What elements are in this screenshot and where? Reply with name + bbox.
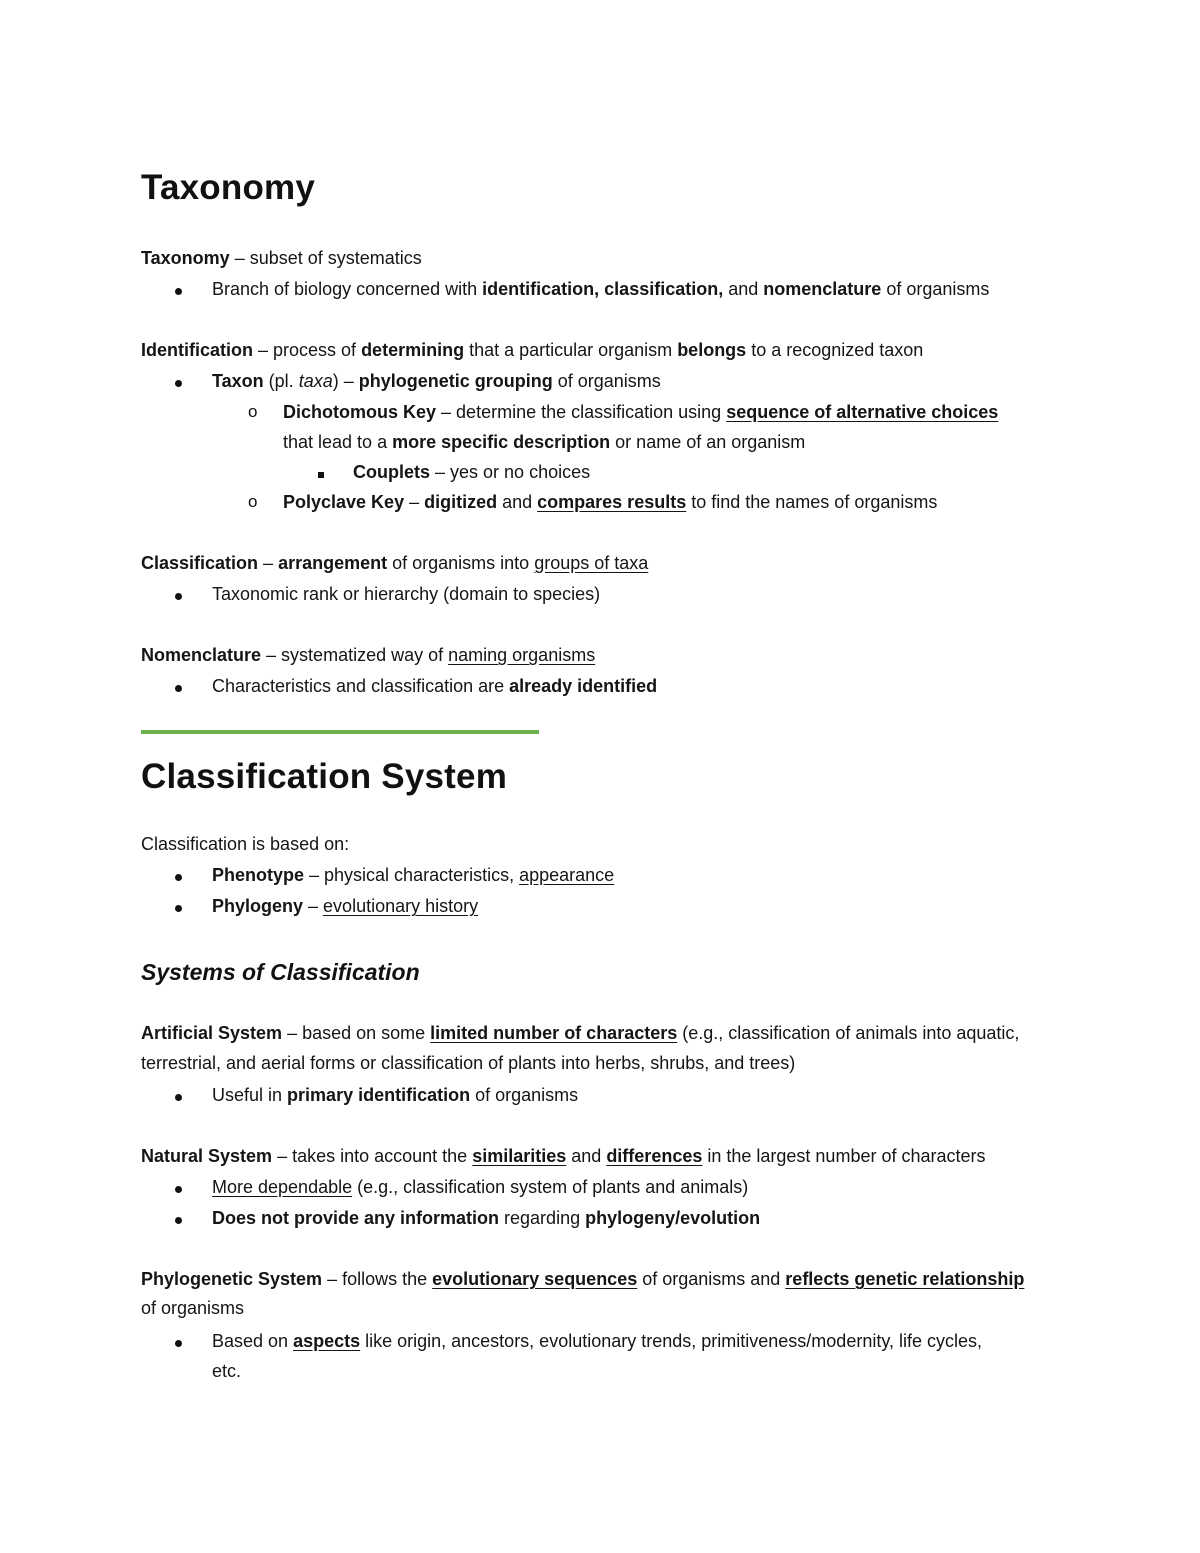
dichotomous-key-line-2 bbox=[283, 427, 805, 457]
text: – process of bbox=[253, 340, 362, 360]
underlined-text: limited number of characters bbox=[430, 1023, 678, 1043]
text: in the largest number of characters bbox=[702, 1146, 986, 1166]
term-taxonomy: Taxonomy bbox=[141, 248, 230, 268]
bullet-icon bbox=[175, 1326, 182, 1356]
heading-taxonomy: Taxonomy bbox=[141, 168, 316, 207]
square-bullet-icon bbox=[318, 457, 324, 487]
bullet-icon bbox=[175, 579, 182, 609]
text: ) – bbox=[332, 371, 359, 391]
underlined-text: groups of taxa bbox=[534, 553, 649, 573]
bold-text: already identified bbox=[509, 676, 658, 696]
artificial-system-line-2: terrestrial, and aerial forms or classification of plants into herbs, shrubs, and trees) bbox=[141, 1053, 796, 1073]
term-phenotype: Phenotype bbox=[212, 865, 305, 885]
term-taxon: Taxon bbox=[212, 371, 264, 391]
term-identification: Identification bbox=[141, 340, 253, 360]
text: and bbox=[497, 492, 538, 512]
section-divider bbox=[141, 730, 539, 734]
underlined-text: compares results bbox=[537, 492, 687, 512]
natural-system-definition bbox=[141, 1141, 986, 1171]
term-classification: Classification bbox=[141, 553, 259, 573]
artificial-bullet-1 bbox=[212, 1080, 578, 1110]
circle-bullet-icon: o bbox=[248, 492, 258, 511]
text: – yes or no choices bbox=[430, 462, 591, 482]
phenotype-bullet bbox=[212, 860, 614, 890]
underlined-text: appearance bbox=[519, 865, 615, 885]
underlined-text: More dependable bbox=[212, 1177, 353, 1197]
bullet-icon bbox=[175, 366, 182, 396]
nomenclature-definition bbox=[141, 640, 595, 670]
text: that lead to a bbox=[283, 432, 393, 452]
text: of organisms bbox=[552, 371, 661, 391]
text: – bbox=[258, 553, 279, 573]
taxonomy-bullet-1 bbox=[212, 274, 989, 304]
natural-bullet-1 bbox=[212, 1172, 748, 1202]
phylogenetic-system-line-2: of organisms bbox=[141, 1298, 245, 1318]
def-text: – subset of systematics bbox=[229, 248, 422, 268]
text: – systematized way of bbox=[261, 645, 449, 665]
bold-text: more specific description bbox=[392, 432, 611, 452]
classification-definition bbox=[141, 548, 648, 578]
phylogenetic-system-line-1 bbox=[141, 1264, 1024, 1294]
phylogeny-bullet bbox=[212, 891, 478, 921]
text: and bbox=[566, 1146, 607, 1166]
text: (pl. bbox=[263, 371, 299, 391]
text: and bbox=[723, 279, 764, 299]
text: that a particular organism bbox=[464, 340, 678, 360]
term-phylogeny: Phylogeny bbox=[212, 896, 304, 916]
text: – based on some bbox=[282, 1023, 431, 1043]
text: regarding bbox=[499, 1208, 586, 1228]
term-nomenclature: Nomenclature bbox=[141, 645, 262, 665]
taxon-bullet bbox=[212, 366, 661, 396]
heading-classification-system: Classification System bbox=[141, 757, 508, 796]
italic-text: taxa bbox=[298, 371, 333, 391]
text: (e.g., classification system of plants and animals) bbox=[352, 1177, 749, 1197]
text: of organisms and bbox=[637, 1269, 786, 1289]
text: (e.g., classification of animals into aquatic, bbox=[677, 1023, 1020, 1043]
bold-text: digitized bbox=[424, 492, 498, 512]
text: – bbox=[303, 896, 324, 916]
artificial-system-line-1 bbox=[141, 1018, 1019, 1048]
bold-text: belongs bbox=[677, 340, 747, 360]
circle-bullet-icon: o bbox=[248, 402, 258, 421]
text: Characteristics and classification are bbox=[212, 676, 510, 696]
phylogenetic-bullet-line-1 bbox=[212, 1326, 982, 1356]
taxonomy-definition bbox=[141, 243, 422, 273]
term-couplets: Couplets bbox=[353, 462, 431, 482]
bullet-icon bbox=[175, 1080, 182, 1110]
text: – determine the classification using bbox=[436, 402, 727, 422]
text: Based on bbox=[212, 1331, 294, 1351]
natural-bullet-2 bbox=[212, 1203, 760, 1233]
bullet-icon bbox=[175, 860, 182, 890]
underlined-text: evolutionary sequences bbox=[432, 1269, 638, 1289]
text: – follows the bbox=[322, 1269, 433, 1289]
underlined-text: similarities bbox=[472, 1146, 567, 1166]
bullet-icon bbox=[175, 274, 182, 304]
bold-text: phylogenetic grouping bbox=[358, 371, 553, 391]
bold-text: determining bbox=[361, 340, 465, 360]
underlined-text: aspects bbox=[293, 1331, 361, 1351]
phylogenetic-bullet-line-2: etc. bbox=[212, 1361, 242, 1381]
text: of organisms bbox=[470, 1085, 579, 1105]
text: like origin, ancestors, evolutionary trends, primitiveness/modernity, life cycles, bbox=[360, 1331, 983, 1351]
dichotomous-key-line-1 bbox=[283, 397, 998, 427]
classification-bullet-1: Taxonomic rank or hierarchy (domain to species) bbox=[212, 584, 601, 604]
text: of organisms bbox=[881, 279, 990, 299]
bullet-icon bbox=[175, 1203, 182, 1233]
term-phylogenetic-system: Phylogenetic System bbox=[141, 1269, 323, 1289]
term-dichotomous-key: Dichotomous Key bbox=[283, 402, 437, 422]
underlined-text: differences bbox=[606, 1146, 703, 1166]
underlined-text: evolutionary history bbox=[323, 896, 479, 916]
bold-text: nomenclature bbox=[763, 279, 882, 299]
classification-intro: Classification is based on: bbox=[141, 834, 350, 854]
term-artificial-system: Artificial System bbox=[141, 1023, 283, 1043]
bold-text: Does not provide any information bbox=[212, 1208, 500, 1228]
bullet-icon bbox=[175, 671, 182, 701]
text: or name of an organism bbox=[610, 432, 806, 452]
polyclave-key-bullet bbox=[283, 487, 937, 517]
text: to find the names of organisms bbox=[686, 492, 938, 512]
term-natural-system: Natural System bbox=[141, 1146, 273, 1166]
bold-text: identification, classification, bbox=[482, 279, 724, 299]
nomenclature-bullet-1 bbox=[212, 671, 657, 701]
term-polyclave-key: Polyclave Key bbox=[283, 492, 405, 512]
heading-systems-of-classification: Systems of Classification bbox=[141, 959, 420, 985]
text: – physical characteristics, bbox=[304, 865, 520, 885]
underlined-text: reflects genetic relationship bbox=[785, 1269, 1025, 1289]
text: – bbox=[404, 492, 425, 512]
text: Useful in bbox=[212, 1085, 288, 1105]
bold-text: primary identification bbox=[287, 1085, 471, 1105]
bold-text: arrangement bbox=[278, 553, 388, 573]
text: Branch of biology concerned with bbox=[212, 279, 483, 299]
text: – takes into account the bbox=[272, 1146, 473, 1166]
bold-text: phylogeny/evolution bbox=[585, 1208, 761, 1228]
identification-definition bbox=[141, 335, 923, 365]
text: to a recognized taxon bbox=[746, 340, 924, 360]
bullet-icon bbox=[175, 891, 182, 921]
underlined-text: naming organisms bbox=[448, 645, 596, 665]
bullet-icon bbox=[175, 1172, 182, 1202]
text: of organisms into bbox=[387, 553, 535, 573]
underlined-text: sequence of alternative choices bbox=[726, 402, 999, 422]
couplets-bullet bbox=[353, 457, 590, 487]
